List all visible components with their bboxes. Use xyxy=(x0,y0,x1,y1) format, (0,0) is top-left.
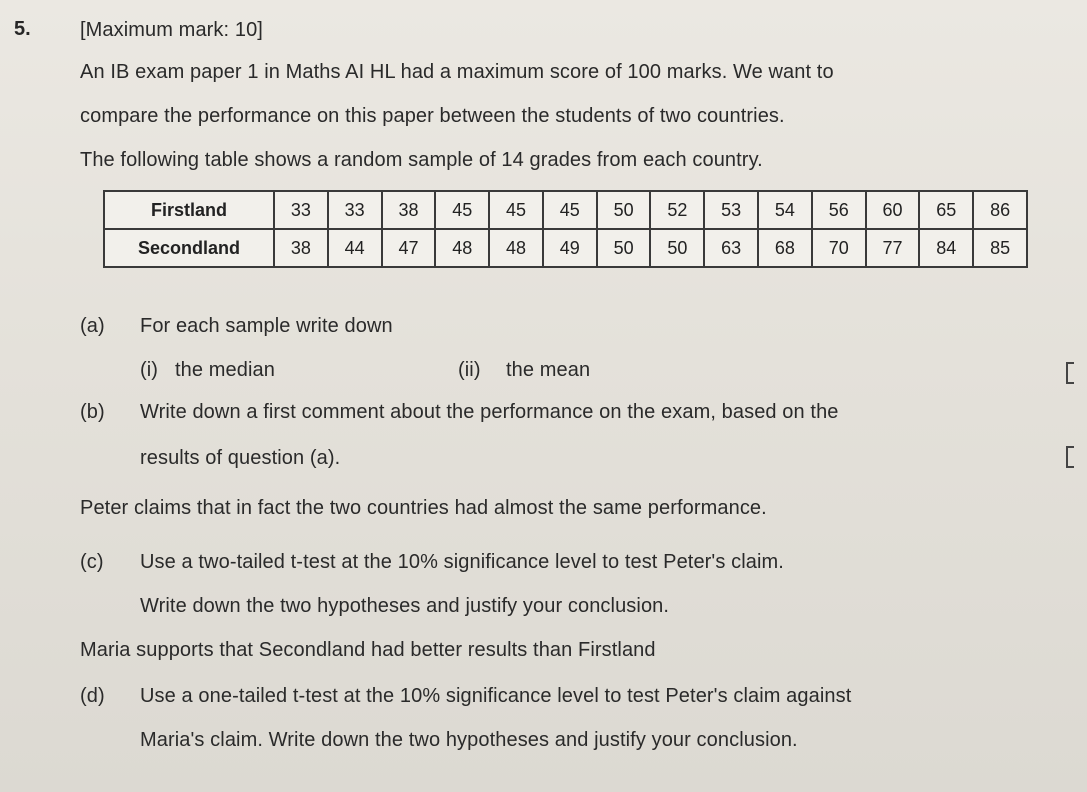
marks-bracket-a xyxy=(1066,362,1074,384)
intro-line-2: compare the performance on this paper between the students of two countries. xyxy=(80,105,785,127)
part-b-line-2: results of question (a). xyxy=(140,447,341,469)
table-cell: 38 xyxy=(274,229,328,267)
table-cell: 48 xyxy=(435,229,489,267)
table-cell: 63 xyxy=(704,229,758,267)
table-cell: 70 xyxy=(812,229,866,267)
part-a-text: For each sample write down xyxy=(140,315,393,337)
part-b-label: (b) xyxy=(80,401,105,423)
part-c-line-2: Write down the two hypotheses and justify your conclusion. xyxy=(140,595,670,617)
table-cell: 44 xyxy=(328,229,382,267)
part-a-ii-text: the mean xyxy=(506,359,591,381)
table-cell: 33 xyxy=(274,191,328,229)
table-row-secondland xyxy=(104,229,1027,267)
table-cell: 49 xyxy=(543,229,597,267)
question-number: 5. xyxy=(14,18,31,40)
table-cell: 38 xyxy=(382,191,436,229)
part-d-line-1: Use a one-tailed t-test at the 10% significance level to test Peter's claim against xyxy=(140,685,852,707)
part-a-i-label: (i) xyxy=(140,359,159,381)
table-cell: 85 xyxy=(973,229,1027,267)
table-cell: 45 xyxy=(435,191,489,229)
table-cell: 47 xyxy=(382,229,436,267)
table-cell: 48 xyxy=(489,229,543,267)
row-label: Firstland xyxy=(104,191,274,229)
part-c-label: (c) xyxy=(80,551,104,573)
table-cell: 65 xyxy=(919,191,973,229)
intro-line-3: The following table shows a random sample of 14 grades from each country. xyxy=(80,149,763,171)
peter-claim: Peter claims that in fact the two countries had almost the same performance. xyxy=(80,497,767,519)
part-d-line-2: Maria's claim. Write down the two hypotheses and justify your conclusion. xyxy=(140,729,798,751)
part-a-ii-label: (ii) xyxy=(458,359,481,381)
table-cell: 54 xyxy=(758,191,812,229)
max-mark: [Maximum mark: 10] xyxy=(80,19,263,41)
grades-table xyxy=(103,190,1028,268)
table-cell: 60 xyxy=(866,191,920,229)
row-label: Secondland xyxy=(104,229,274,267)
table-cell: 84 xyxy=(919,229,973,267)
table-cell: 86 xyxy=(973,191,1027,229)
table-cell: 50 xyxy=(597,191,651,229)
table-cell: 45 xyxy=(543,191,597,229)
table-cell: 50 xyxy=(597,229,651,267)
table-row-firstland xyxy=(104,191,1027,229)
table-cell: 45 xyxy=(489,191,543,229)
marks-bracket-b xyxy=(1066,446,1074,468)
part-b-line-1: Write down a first comment about the performance on the exam, based on the xyxy=(140,401,839,423)
table-cell: 50 xyxy=(650,229,704,267)
table-cell: 52 xyxy=(650,191,704,229)
table-cell: 56 xyxy=(812,191,866,229)
part-a-label: (a) xyxy=(80,315,105,337)
table-cell: 68 xyxy=(758,229,812,267)
table-cell: 53 xyxy=(704,191,758,229)
intro-line-1: An IB exam paper 1 in Maths AI HL had a maximum score of 100 marks. We want to xyxy=(80,61,834,83)
table-cell: 33 xyxy=(328,191,382,229)
part-d-label: (d) xyxy=(80,685,105,707)
table-cell: 77 xyxy=(866,229,920,267)
maria-claim: Maria supports that Secondland had better results than Firstland xyxy=(80,639,656,661)
part-a-i-text: the median xyxy=(175,359,275,381)
part-c-line-1: Use a two-tailed t-test at the 10% significance level to test Peter's claim. xyxy=(140,551,784,573)
